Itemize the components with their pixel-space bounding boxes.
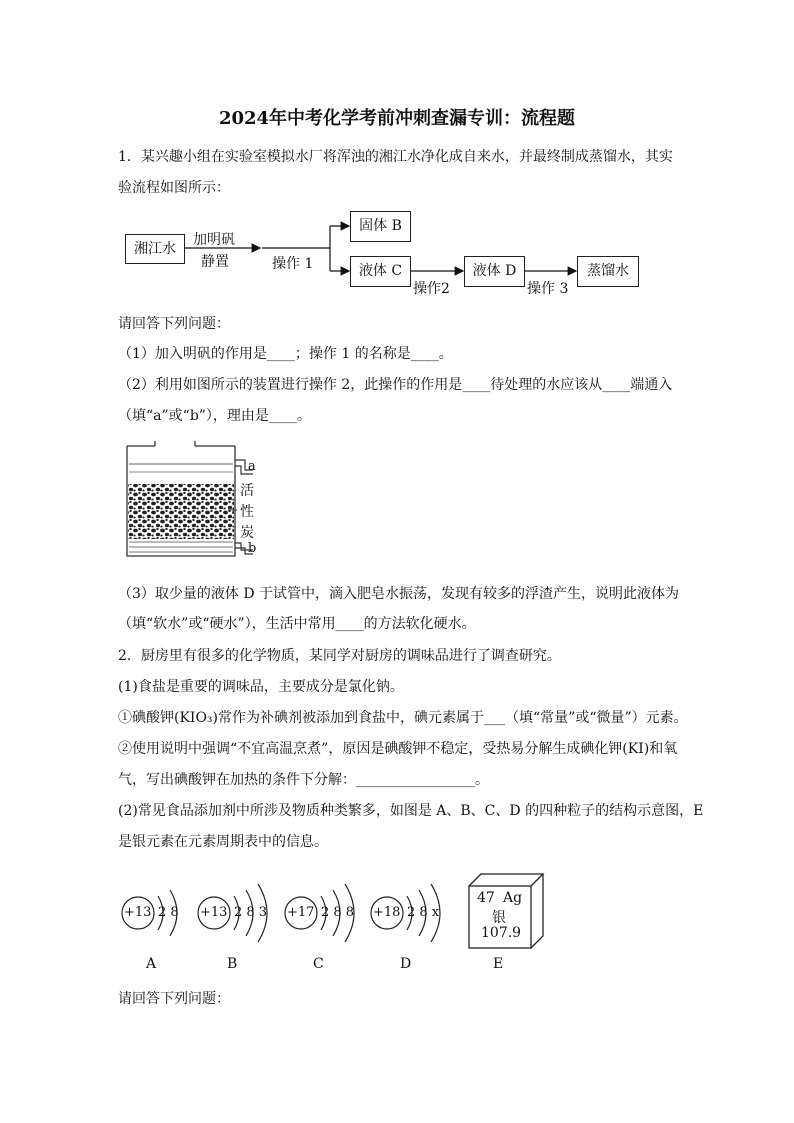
q2-item2-line1: ②使用说明中强调“不宜高温烹煮”，原因是碘酸钾不稳定，受热易分解生成碘化钾(KI)和氧 [118,741,678,757]
apparatus-label-carbon-2: 性 [240,504,254,520]
element-mass: 107.9 [481,925,522,941]
atom-a-label: A [146,956,157,972]
apparatus-label-a: a [248,459,256,474]
q1-sub2-line2: （填“a”或“b”），理由是____。 [118,408,311,424]
page-title: 2024年中考化学考前冲刺查漏专训：流程题 [218,108,576,129]
q2-part1: (1)食盐是重要的调味品，主要成分是氯化钠。 [118,679,404,695]
flow-op3: 操作 3 [527,281,569,297]
q1-prompt: 请回答下列问题： [118,316,230,332]
q1-stem-line1: 1．某兴趣小组在实验室模拟水厂将浑浊的湘江水净化成自来水，并最终制成蒸馏水，其实 [118,149,673,165]
flow-box-end: 蒸馏水 [577,256,639,287]
q2-item1: ①碘酸钾(KIO₃)常作为补碘剂被添加到食盐中，碘元素属于___（填“常量”或“微量”）元素。 [118,710,688,726]
q2-item2-line2: 气，写出碘酸钾在加热的条件下分解：_________________。 [118,772,489,788]
atom-shell-arcs [0,860,794,980]
q2-part2-line1: (2)常见食品添加剂中所涉及物质种类繁多，如图是 A、B、C、D 的四种粒子的结构示意图，E [118,803,704,819]
atom-d-electrons: 2 8 x [407,905,440,920]
atom-c-nucleus: +17 [287,905,315,920]
q2-stem: 2．厨房里有很多的化学物质，某同学对厨房的调味品进行了调查研究。 [118,648,561,664]
atom-d-nucleus: +18 [373,905,401,920]
q2-prompt: 请回答下列问题： [118,991,230,1007]
atom-b-label: B [227,956,238,972]
flow-box-liquid-c: 液体 C [350,256,411,287]
flow-step1-top: 加明矾 [193,232,235,248]
flow-op2: 操作2 [413,281,450,297]
q1-sub3-line1: （3）取少量的液体 D 于试管中，滴入肥皂水振荡，发现有较多的浮渣产生，说明此液体为 [118,586,680,602]
atom-d-label: D [400,956,412,972]
atom-c-label: C [313,956,324,972]
apparatus-label-carbon-3: 炭 [240,525,254,541]
apparatus-label-carbon-1: 活 [240,483,254,499]
atom-b-nucleus: +13 [200,905,228,920]
apparatus-label-b: b [248,541,257,556]
atom-b-electrons: 2 8 3 [234,905,268,920]
element-name: 银 [492,910,506,926]
carbon-filter-apparatus [115,438,275,570]
flow-op1: 操作 1 [272,256,314,272]
atom-c-electrons: 2 8 8 [321,905,355,920]
element-number: 47 [477,890,495,906]
element-label: E [493,956,504,972]
element-symbol: Ag [503,890,523,906]
q1-sub2-line1: （2）利用如图所示的装置进行操作 2，此操作的作用是____待处理的水应该从____端通入 [118,377,673,393]
q1-sub3-line2: （填“软水”或“硬水”），生活中常用____的方法软化硬水。 [118,616,476,632]
flow-box-liquid-d: 液体 D [464,256,525,287]
atom-a-electrons: 2 8 [158,905,179,920]
atom-diagrams [0,860,794,980]
q1-stem-line2: 验流程如图所示： [118,180,230,196]
flow-box-solid-b: 固体 B [350,211,411,242]
q1-sub1: （1）加入明矾的作用是____；操作 1 的名称是____。 [118,346,453,362]
atom-a-nucleus: +13 [124,905,152,920]
flow-box-start: 湘江水 [125,234,185,264]
q2-part2-line2: 是银元素在元素周期表中的信息。 [118,834,328,850]
flow-step1-bottom: 静置 [201,254,229,270]
